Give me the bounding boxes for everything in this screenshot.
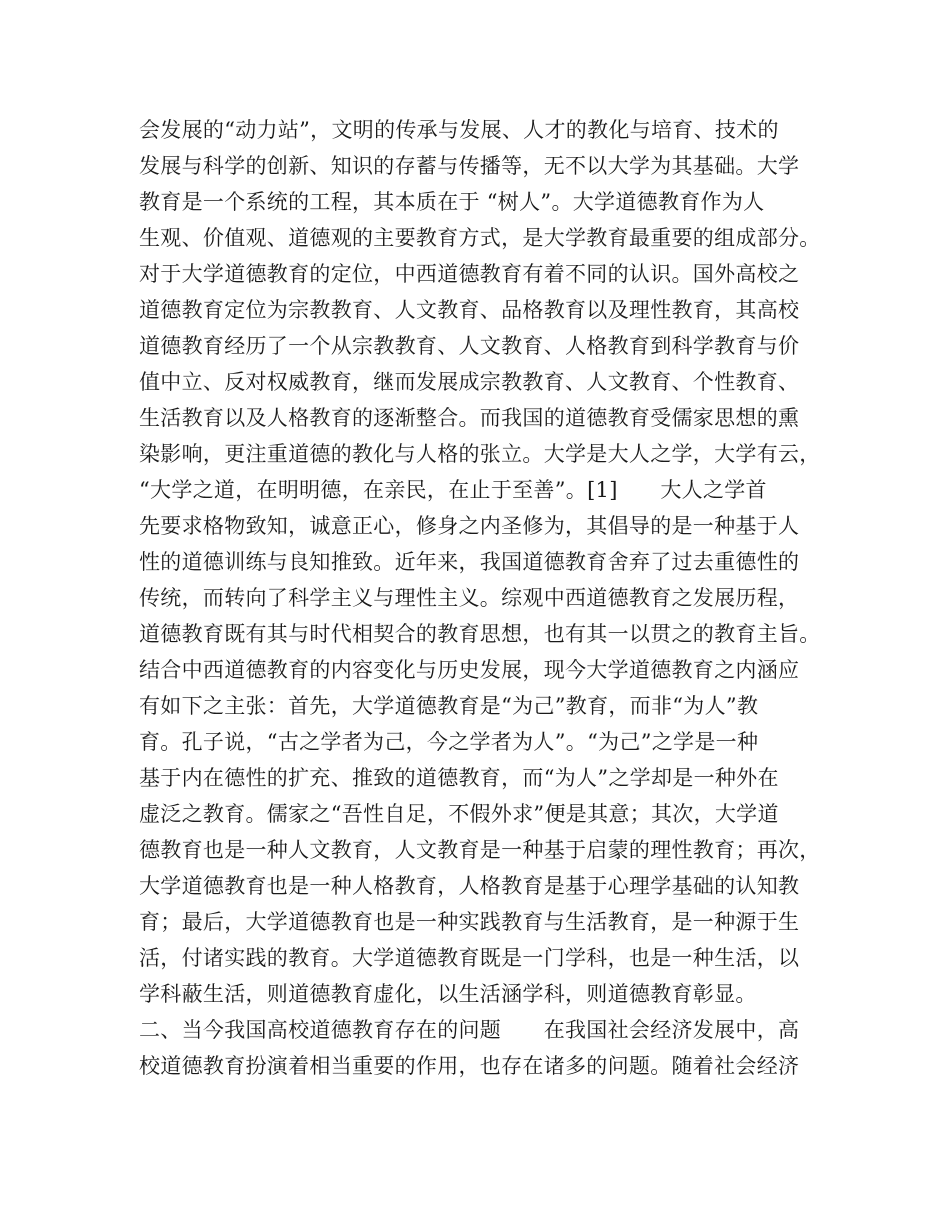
text-line-6: 道德教育定位为宗教教育、人文教育、品格教育以及理性教育，其高校 [139,298,800,322]
text-line-14: 传统，而转向了科学主义与理性主义。综观中西道德教育之发展历程， [139,586,800,610]
body-text [139,112,829,1084]
text-line-9: 生活教育以及人格教育的逐渐整合。而我国的道德教育受儒家思想的熏 [139,406,800,430]
text-line-22: 大学道德教育也是一种人格教育，人格教育是基于心理学基础的认知教 [139,874,800,898]
text-line-17: 有如下之主张：首先，大学道德教育是“为己”教育，而非“为人”教 [139,694,759,718]
text-line-15: 道德教育既有其与时代相契合的教育思想，也有其一以贯之的教育主旨。 [139,622,821,646]
text-line-8: 值中立、反对权威教育，继而发展成宗教教育、人文教育、个性教育、 [139,370,800,394]
text-line-16: 结合中西道德教育的内容变化与历史发展，现今大学道德教育之内涵应 [139,658,800,682]
text-line-19: 基于内在德性的扩充、推致的道德教育，而“为人”之学却是一种外在 [139,766,779,790]
text-line-21: 德教育也是一种人文教育，人文教育是一种基于启蒙的理性教育；再次， [139,838,821,862]
text-line-2: 发展与科学的创新、知识的存蓄与传播等，无不以大学为其基础。大学 [139,154,800,178]
text-line-3: 教育是一个系统的工程，其本质在于 “树人”。大学道德教育作为人 [139,190,765,214]
text-line-7: 道德教育经历了一个从宗教教育、人文教育、人格教育到科学教育与价 [139,334,800,358]
text-line-27: 校道德教育扮演着相当重要的作用，也存在诸多的问题。随着社会经济 [139,1054,800,1078]
text-line-5: 对于大学道德教育的定位，中西道德教育有着不同的认识。国外高校之 [139,262,800,286]
text-line-4: 生观、价值观、道德观的主要教育方式，是大学教育最重要的组成部分。 [139,226,821,250]
text-line-1: 会发展的“动力站”，文明的传承与发展、人才的教化与培育、技术的 [139,118,779,142]
text-line-18: 育。孔子说，“古之学者为己，今之学者为人”。“为己”之学是一种 [139,730,759,754]
text-line-13: 性的道德训练与良知推致。近年来，我国道德教育舍弃了过去重德性的 [139,550,800,574]
text-line-25: 学科蔽生活，则道德教育虚化，以生活涵学科，则道德教育彰显。 [139,982,757,1006]
text-line-10: 染影响，更注重道德的教化与人格的张立。大学是大人之学，大学有云， [139,442,821,466]
text-line-12: 先要求格物致知，诚意正心，修身之内圣修为，其倡导的是一种基于人 [139,514,800,538]
text-line-11: “大学之道，在明明德，在亲民，在止于至善”。[1] 大人之学首 [139,478,767,502]
text-line-23: 育；最后，大学道德教育也是一种实践教育与生活教育，是一种源于生 [139,910,800,934]
text-line-20: 虚泛之教育。儒家之“吾性自足，不假外求”便是其意；其次，大学道 [139,802,779,826]
text-line-24: 活，付诸实践的教育。大学道德教育既是一门学科，也是一种生活，以 [139,946,800,970]
text-line-26: 二、当今我国高校道德教育存在的问题 在我国社会经济发展中，高 [139,1018,800,1042]
